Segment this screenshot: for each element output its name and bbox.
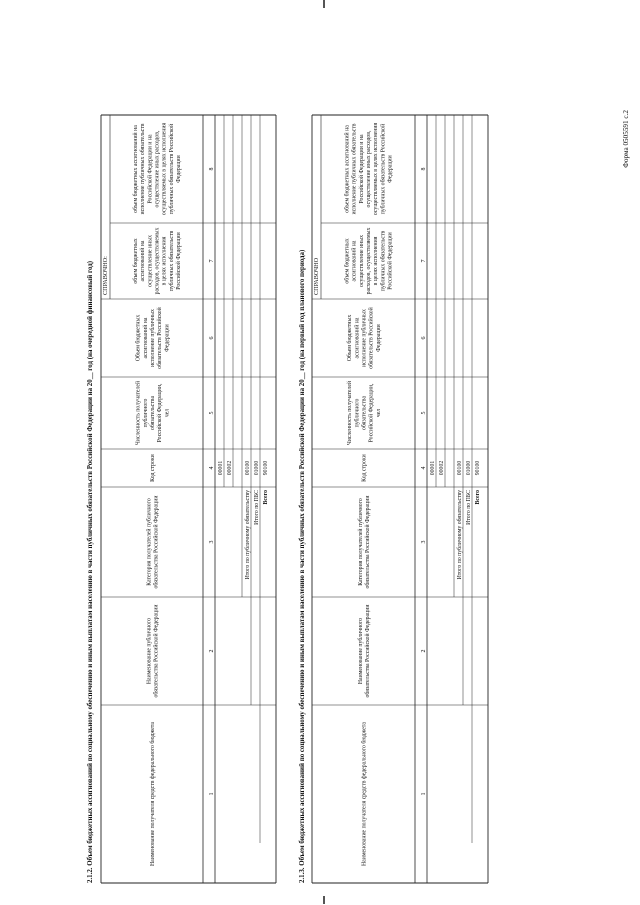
- table1-total-code-1: 00100: [245, 460, 251, 476]
- scan-edge-mark-top: [323, 0, 325, 8]
- table1-col-number-8: 8: [209, 167, 215, 171]
- table1-col-number-7: 7: [209, 259, 215, 263]
- table1-col-number-1: 1: [209, 792, 215, 796]
- table2-col-number-5: 5: [421, 411, 427, 415]
- table2-col-number-3: 3: [421, 540, 427, 544]
- table2-header-col-3: Категория получателей публичногообязательства Российской Федерации: [357, 495, 372, 589]
- table1-header-col-2: Наименование публичногообязательства Российской Федерации: [146, 604, 160, 698]
- table1-header-col-6: Объем бюджетныхассигнований наисполнение публичныхобязательств РоссийскойФедерации: [135, 307, 171, 369]
- table2-code-2: 00002: [439, 460, 445, 476]
- table1-header-col-5: Численность получателейпубличногообязательстваРоссийской Федерации,чел: [135, 380, 171, 446]
- table2-header-col-6: Объем бюджетныхассигнований наисполнение публичныхобязательств РоссийскойФедерации: [347, 307, 382, 369]
- table1-spravochno-label: СПРАВОЧНО:: [102, 256, 109, 295]
- table1-total-code-3: 90100: [263, 460, 269, 476]
- table1-total-label-2: Итого по ПБС: [254, 490, 260, 525]
- table2-total-code-2: 01000: [466, 460, 472, 476]
- table2-col-number-2: 2: [421, 649, 427, 653]
- table2-total-label-3: Всего: [475, 490, 481, 505]
- table2-col-number-4: 4: [421, 466, 427, 470]
- table1-header-col-4: Код строки: [150, 454, 156, 482]
- form-number-label: Форма 0505591 с.2: [622, 110, 630, 168]
- table1-total-code-2: 01000: [254, 460, 260, 476]
- table2-spravochno-label: СПРАВОЧНО: [313, 257, 320, 295]
- table1-title: 2.1.2. Объем бюджетных ассигнований по социальному обеспечению и иным выплатам населению в части публичных обязательств Российской Федерации на 20__ год (на очередной финансовый год): [87, 261, 94, 883]
- table1-header-col-1: Наименование получателя средств федерального бюджета: [150, 722, 156, 866]
- table2-col-number-6: 6: [421, 336, 427, 340]
- table2-total-code-3: 90100: [475, 460, 481, 476]
- table2-header-col-7: объем бюджетныхассигнований наосуществление иныхрасходов, осуществляемыхв целях исполненияпубличных обязательствРоссийской Федерации: [344, 227, 394, 295]
- table2-col-number-1: 1: [421, 792, 427, 796]
- rotated-content: [87, 110, 630, 883]
- scan-edge-mark-bottom: [323, 896, 325, 904]
- table2-header-col-1: Наименование получателя средств федерального бюджета: [361, 722, 368, 866]
- table2-title: 2.1.3. Объем бюджетных ассигнований по социальному обеспечению и иным выплатам населению в части публичных обязательств Российской Федерации на 20__ год (на первый год планового периода): [299, 249, 306, 883]
- table1-col-number-4: 4: [209, 466, 215, 470]
- table2-col-number-7: 7: [421, 259, 427, 263]
- table1-col-number-6: 6: [209, 336, 215, 340]
- table2-col-number-8: 8: [421, 167, 427, 171]
- table2-header-col-4: Код строки: [361, 454, 368, 482]
- table2-code-1: 00001: [430, 460, 436, 476]
- table1-col-number-5: 5: [209, 411, 215, 415]
- table2-header-col-5: Численность получателейпубличногообязательстваРоссийской Федерации,чел: [347, 380, 382, 446]
- table2-total-code-1: 00100: [457, 460, 463, 476]
- table1-total-label-1: Итого по публичному обязательству: [245, 490, 251, 580]
- table2-header-col-2: Наименование публичногообязательства Российской Федерации: [357, 604, 372, 698]
- table1-header-col-7: объем бюджетныхассигнований наосуществление иныхрасходов, осуществляемыхв целях исполненияпубличных обязательствРоссийской Федерации: [132, 227, 183, 295]
- table1-total-label-3: Всего: [263, 490, 269, 505]
- table1-header-col-3: Категория получателей публичногообязательства Российской Федерации: [146, 495, 160, 589]
- table1-col-number-2: 2: [209, 649, 215, 653]
- table1-code-1: 00001: [218, 460, 224, 476]
- table2-total-label-1: Итого по публичному обязательству: [457, 490, 463, 580]
- table2-header-col-8: объем бюджетных ассигнований наисполнение публичных обязательствРоссийской Федерации и наосуществление иных расходов,осуществляемых в целях исполненияпубличных обязательств РоссийскойФедерации: [344, 122, 394, 216]
- table1-header-col-8: объем бюджетных ассигнований наисполнение публичных обязательствРоссийской Федерации и наосуществление иных расходов,осуществляемых в целях исполненияпубличных обязательств РоссийскойФедерации: [132, 122, 183, 216]
- table1-col-number-3: 3: [209, 540, 215, 544]
- table2-total-label-2: Итого по ПБС: [466, 490, 472, 525]
- table1-code-2: 00002: [227, 460, 233, 476]
